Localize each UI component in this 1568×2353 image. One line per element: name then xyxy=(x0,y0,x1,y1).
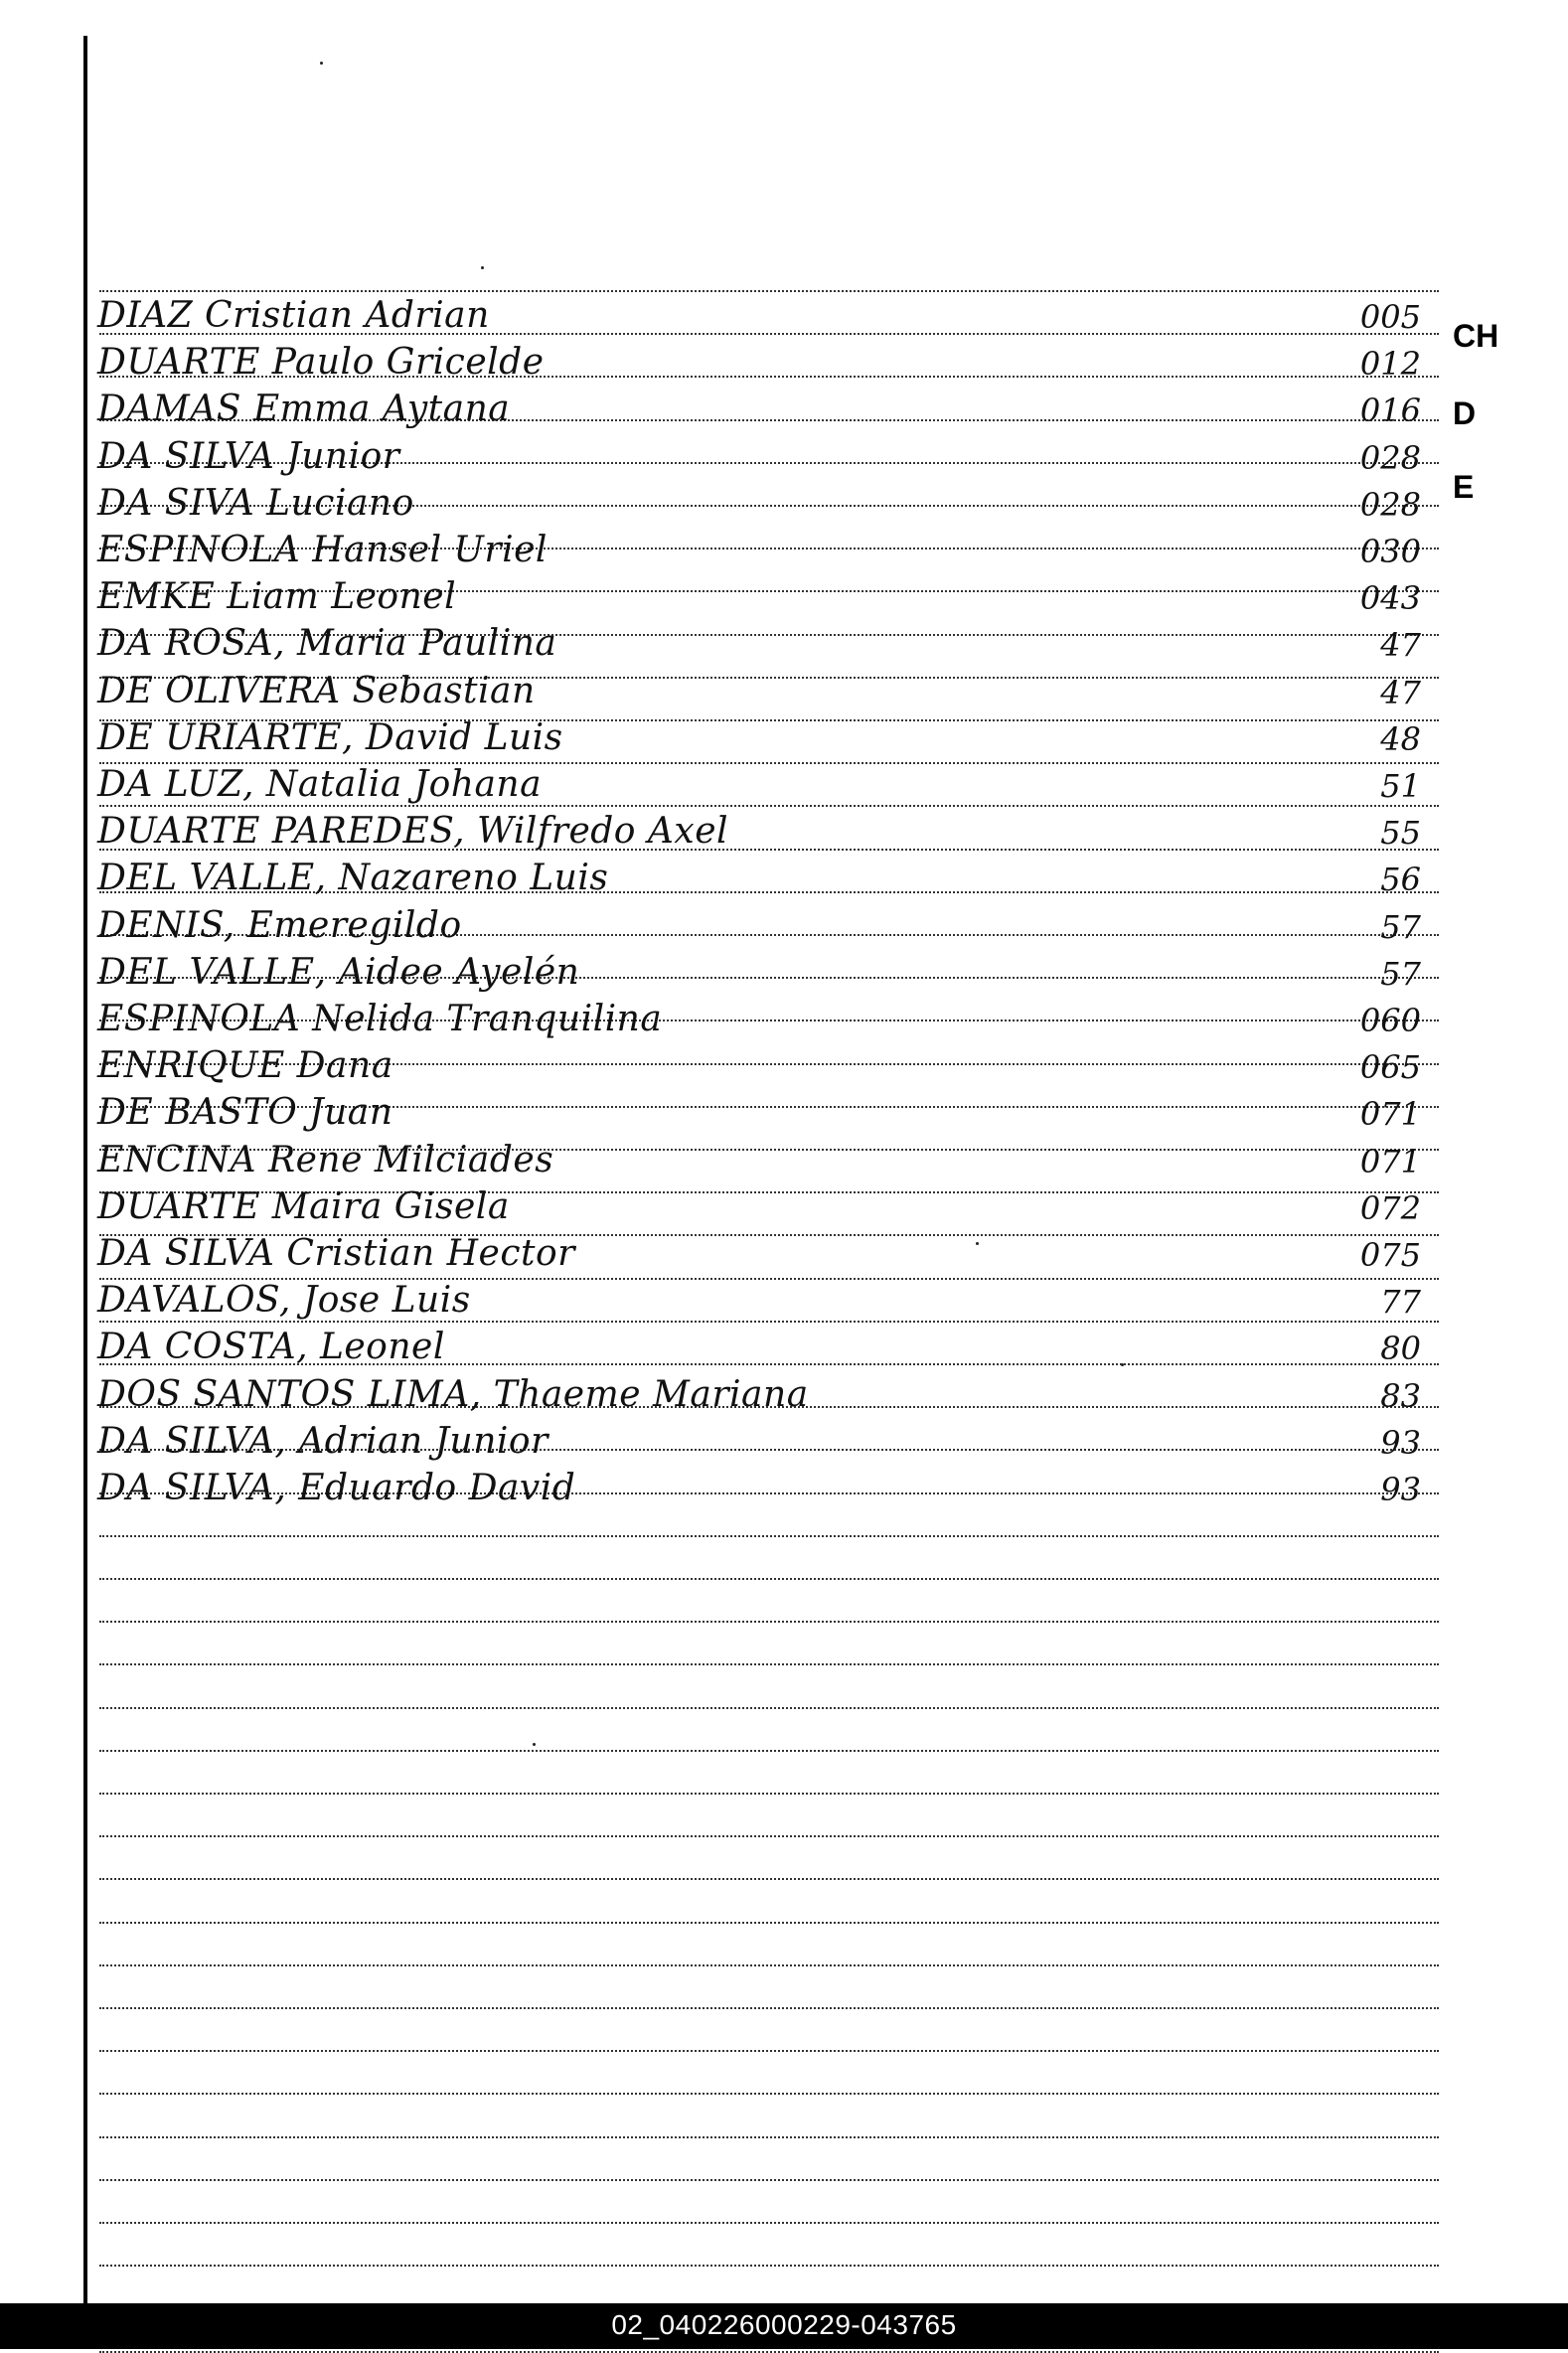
student-name: EMKE Liam Leonel xyxy=(97,576,457,617)
list-item xyxy=(89,1328,1451,1369)
student-name: ENCINA Rene Milciades xyxy=(97,1140,554,1180)
ruled-line xyxy=(99,2093,1439,2095)
list-item xyxy=(89,437,1451,479)
entry-number: 028 xyxy=(1359,486,1421,524)
ruled-line xyxy=(99,1707,1439,1709)
margin-line xyxy=(83,36,87,2303)
ruled-line xyxy=(99,1835,1439,1837)
list-item xyxy=(89,1046,1451,1088)
entry-number: 80 xyxy=(1380,1330,1421,1367)
student-name: DUARTE Maira Gisela xyxy=(97,1186,510,1227)
paper-speck xyxy=(320,62,323,65)
ruled-line xyxy=(99,2136,1439,2138)
entry-number: 071 xyxy=(1359,1095,1421,1133)
ruled-line xyxy=(99,1535,1439,1537)
list-item xyxy=(89,859,1451,900)
student-name: DEL VALLE, Aidee Ayelén xyxy=(97,952,580,993)
entry-number: 028 xyxy=(1359,439,1421,477)
student-name: DA SILVA, Eduardo David xyxy=(97,1468,576,1508)
list-item xyxy=(89,1141,1451,1182)
ruled-line xyxy=(99,1878,1439,1880)
entry-number: 77 xyxy=(1380,1283,1421,1321)
student-name: DA SILVA Cristian Hector xyxy=(97,1233,575,1274)
list-item xyxy=(89,577,1451,619)
entry-number: 060 xyxy=(1359,1002,1421,1039)
student-name: DIAZ Cristian Adrian xyxy=(97,295,490,336)
student-name: DE URIARTE, David Luis xyxy=(97,717,563,758)
entry-number: 016 xyxy=(1359,392,1421,429)
student-name: ESPINOLA Hansel Uriel xyxy=(97,530,548,570)
student-name: DAVALOS, Jose Luis xyxy=(97,1280,471,1321)
entry-number: 93 xyxy=(1380,1424,1421,1462)
entry-number: 065 xyxy=(1359,1048,1421,1086)
list-item xyxy=(89,1281,1451,1323)
list-item xyxy=(89,296,1451,338)
list-item xyxy=(89,390,1451,431)
ruled-line xyxy=(99,1750,1439,1752)
paper-speck xyxy=(481,266,484,269)
index-letter-d: D xyxy=(1453,395,1477,431)
list-item xyxy=(89,624,1451,666)
student-name: DENIS, Emeregildo xyxy=(97,905,462,946)
list-item xyxy=(89,1469,1451,1510)
entry-number: 030 xyxy=(1359,533,1421,570)
footer-bar xyxy=(0,2303,1568,2349)
entry-number: 043 xyxy=(1359,579,1421,617)
list-item xyxy=(89,1093,1451,1135)
student-name: DEL VALLE, Nazareno Luis xyxy=(97,858,609,898)
index-letter-ch: CH xyxy=(1453,318,1499,354)
student-name: DA SIVA Luciano xyxy=(97,483,414,524)
list-item xyxy=(89,906,1451,948)
entry-number: 57 xyxy=(1380,955,1421,993)
list-item xyxy=(89,718,1451,760)
student-name: DA LUZ, Natalia Johana xyxy=(97,764,543,805)
ruled-line xyxy=(99,2222,1439,2224)
ruled-line xyxy=(99,2179,1439,2181)
entry-number: 012 xyxy=(1359,345,1421,383)
student-name: DUARTE PAREDES, Wilfredo Axel xyxy=(97,811,729,852)
entry-number: 51 xyxy=(1380,767,1421,805)
index-letter-e: E xyxy=(1453,469,1475,505)
ruled-line xyxy=(99,1964,1439,1966)
student-name: ENRIQUE Dana xyxy=(97,1045,393,1086)
student-name: DA COSTA, Leonel xyxy=(97,1327,445,1367)
entry-number: 075 xyxy=(1359,1236,1421,1274)
ruled-line xyxy=(99,1793,1439,1795)
list-item xyxy=(89,953,1451,995)
list-item xyxy=(89,812,1451,854)
entry-number: 83 xyxy=(1380,1377,1421,1415)
list-item xyxy=(89,765,1451,807)
entry-number: 56 xyxy=(1380,861,1421,898)
list-item xyxy=(89,1187,1451,1229)
ruled-line xyxy=(99,1663,1439,1665)
ruled-line xyxy=(99,1578,1439,1580)
entry-number: 48 xyxy=(1380,720,1421,758)
document-code: 02_040226000229-043765 xyxy=(611,2309,957,2340)
student-name: DAMAS Emma Aytana xyxy=(97,389,511,429)
student-name: DE OLIVERA Sebastian xyxy=(97,671,536,711)
list-item xyxy=(89,484,1451,526)
student-name: DOS SANTOS LIMA, Thaeme Mariana xyxy=(97,1374,809,1415)
student-name: DA SILVA Junior xyxy=(97,436,400,477)
list-item xyxy=(89,531,1451,572)
list-item xyxy=(89,343,1451,385)
list-item xyxy=(89,1234,1451,1276)
student-name: DE BASTO Juan xyxy=(97,1092,393,1133)
list-item xyxy=(89,1000,1451,1041)
entry-number: 071 xyxy=(1359,1143,1421,1180)
entry-number: 93 xyxy=(1380,1471,1421,1508)
entry-number: 072 xyxy=(1359,1189,1421,1227)
ruled-line xyxy=(99,1922,1439,1924)
list-item xyxy=(89,1375,1451,1417)
entry-number: 47 xyxy=(1380,674,1421,711)
ruled-line xyxy=(99,2265,1439,2267)
entry-number: 55 xyxy=(1380,814,1421,852)
paper-speck xyxy=(533,1743,536,1746)
ruled-line xyxy=(99,1621,1439,1623)
student-name: ESPINOLA Nelida Tranquilina xyxy=(97,999,663,1039)
student-name: DUARTE Paulo Gricelde xyxy=(97,342,545,383)
entry-number: 005 xyxy=(1359,298,1421,336)
student-name: DA ROSA, Maria Paulina xyxy=(97,623,557,664)
entry-number: 47 xyxy=(1380,626,1421,664)
ruled-line xyxy=(99,2007,1439,2009)
entry-number: 57 xyxy=(1380,908,1421,946)
list-item xyxy=(89,1422,1451,1464)
ruled-line xyxy=(99,290,1439,292)
student-name: DA SILVA, Adrian Junior xyxy=(97,1421,549,1462)
ruled-line xyxy=(99,2050,1439,2052)
list-item xyxy=(89,672,1451,713)
